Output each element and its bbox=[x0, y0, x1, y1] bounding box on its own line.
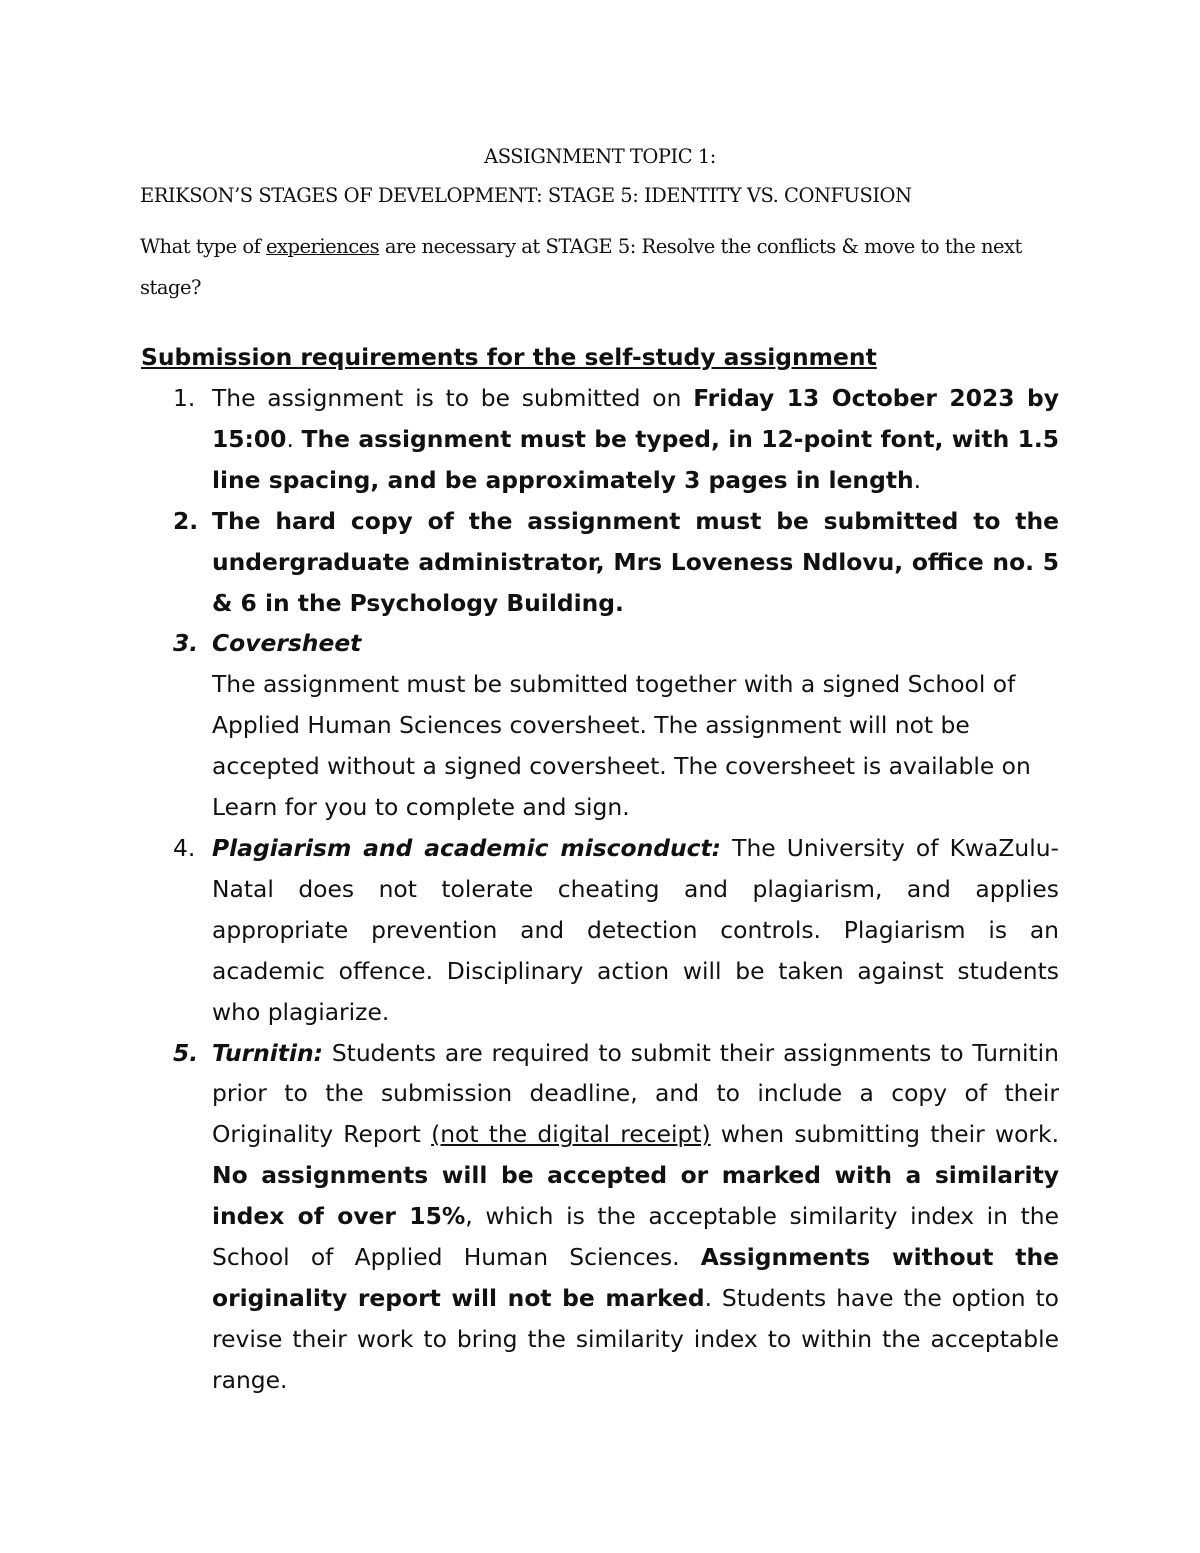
question-underlined-term: experiences bbox=[266, 235, 380, 258]
item-number: 3. bbox=[173, 629, 199, 658]
format-requirements: The assignment must be typed, in 12-point font, with 1.5 line spacing, and be approximately 3 pages in length bbox=[212, 424, 1060, 494]
item-text: . Students have the option to revise their work to bring the similarity index to within the acceptable range. bbox=[212, 1283, 1059, 1394]
item-number: 4. bbox=[173, 833, 196, 862]
question-suffix: are necessary at STAGE 5: Resolve the conflicts & move to the next stage? bbox=[140, 235, 1022, 299]
deadline-text: Friday 13 October 2023 by 15:00 bbox=[212, 384, 1059, 453]
requirements-list bbox=[0, 378, 1200, 1401]
submission-heading: Submission requirements for the self-study assignment bbox=[141, 343, 877, 371]
coversheet-title: Coversheet bbox=[212, 629, 362, 658]
plagiarism-body: The University of KwaZulu-Natal does not tolerate cheating and plagiarism, and applies appropriate prevention and detection controls. Plagiarism is an academic offence. Disciplinary action will be taken against students who plagiarize. bbox=[212, 833, 1059, 1026]
item-text: . bbox=[286, 424, 302, 453]
question-prefix: What type of bbox=[140, 235, 266, 258]
similarity-threshold: No assignments will be accepted or marked with a similarity index of over 15% bbox=[212, 1161, 1059, 1231]
requirement-item-1 bbox=[0, 378, 1059, 501]
item-text: . bbox=[913, 465, 922, 494]
requirement-item-3 bbox=[0, 623, 1059, 828]
digital-receipt-note: (not the digital receipt) bbox=[431, 1120, 711, 1149]
assignment-topic-title: ASSIGNMENT TOPIC 1: bbox=[484, 145, 716, 168]
item-number: 5. bbox=[173, 1038, 199, 1067]
item-text: The assignment is to be submitted on bbox=[212, 384, 694, 412]
item-text: when submitting their work. bbox=[710, 1120, 1060, 1149]
requirement-item-2 bbox=[0, 501, 1059, 624]
stages-title: ERIKSON’S STAGES OF DEVELOPMENT: STAGE 5: IDENTITY VS. CONFUSION bbox=[140, 184, 912, 207]
plagiarism-title: Plagiarism and academic misconduct: bbox=[212, 833, 722, 862]
coversheet-body: The assignment must be submitted together with a signed School of Applied Human Sciences coversheet. The assignment will not be accepted without a signed coversheet. The coversheet is available on Learn for you to complete and sign. bbox=[212, 670, 1031, 822]
item-text: Students are required to submit their assignments to Turnitin prior to the submission deadline, and to include a copy of their Originality Report bbox=[212, 1038, 1059, 1149]
item-number: 1. bbox=[173, 384, 196, 412]
item-number: 2. bbox=[173, 506, 199, 535]
assignment-question bbox=[140, 226, 1060, 308]
turnitin-title: Turnitin: bbox=[212, 1038, 324, 1067]
item-text: , which is the acceptable similarity index in the School of Applied Human Sciences. bbox=[212, 1202, 1059, 1272]
requirement-item-4 bbox=[0, 828, 1059, 1033]
originality-report-warning: Assignments without the originality report will not be marked bbox=[212, 1243, 1059, 1312]
hard-copy-instructions: The hard copy of the assignment must be submitted to the undergraduate administrator, Mrs Loveness Ndlovu, office no. 5 & 6 in the Psychology Building. bbox=[212, 506, 1059, 617]
requirement-item-5 bbox=[0, 1033, 1059, 1401]
